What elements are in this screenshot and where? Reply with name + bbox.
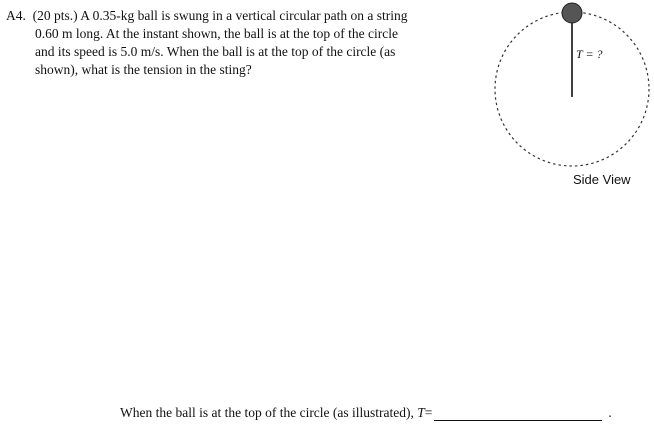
problem-line-1 [6, 7, 476, 25]
problem-text-line-2: 0.60 m long. At the instant shown, the ball is at the top of the circle [35, 26, 398, 41]
problem-text-line-1: (20 pts.) A 0.35-kg ball is swung in a vertical circular path on a string [32, 8, 408, 23]
answer-equals: = [424, 405, 433, 420]
problem-text-line-4: shown), what is the tension in the sting? [35, 62, 252, 77]
problem-statement [6, 7, 476, 79]
answer-blank[interactable] [434, 406, 602, 421]
answer-variable: T [417, 405, 425, 420]
circular-path-diagram [490, 0, 654, 200]
ball [562, 3, 582, 23]
problem-number: A4. [6, 8, 26, 23]
side-view-caption: Side View [573, 172, 631, 187]
problem-text-line-3: and its speed is 5.0 m/s. When the ball is at the top of the circle (as [35, 44, 396, 59]
answer-period: . [608, 405, 612, 420]
tension-label: T = ? [576, 47, 603, 61]
answer-prompt: When the ball is at the top of the circle (as illustrated), [120, 405, 414, 420]
answer-line [120, 405, 612, 421]
